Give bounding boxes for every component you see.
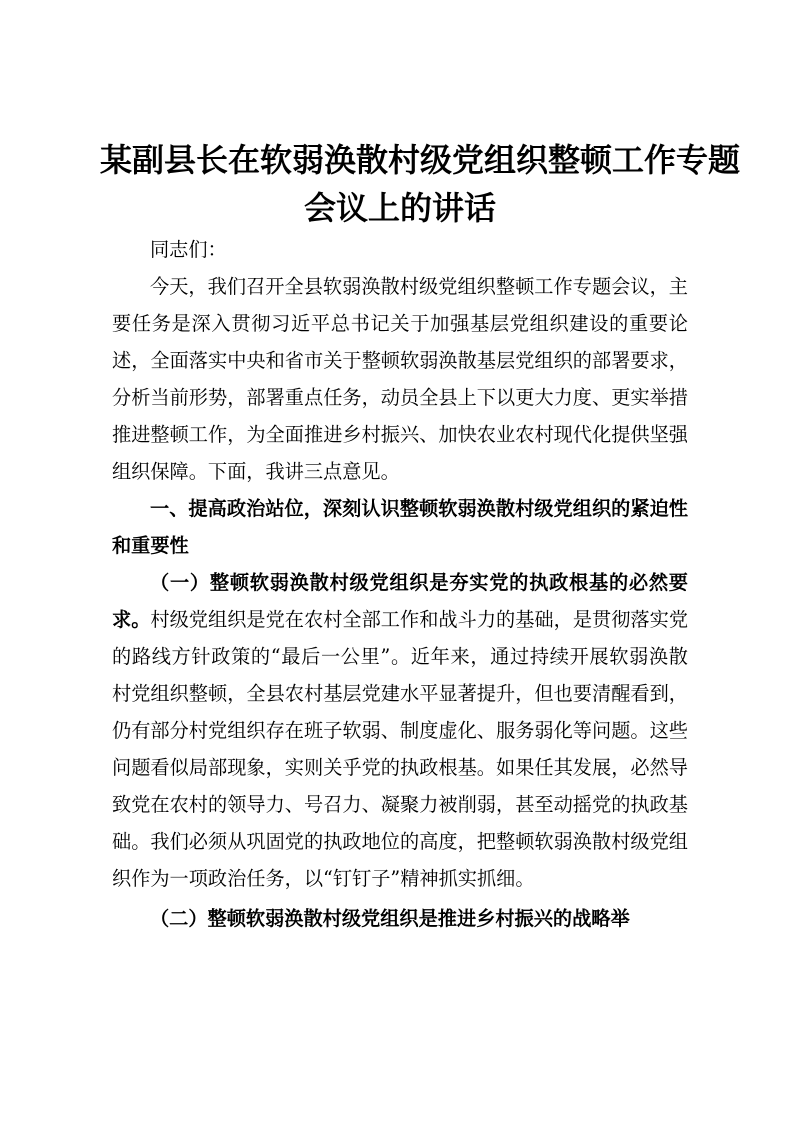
subsection-1-body: 村级党组织是党在农村全部工作和战斗力的基础，是贯彻落实党的路线方针政策的“最后一公里”。近年来，通过持续开展软弱涣散村党组织整顿，全县农村基层党建水平显著提升，但也要清醒看到，仍有部分村党组织存在班子软弱、制度虚化、服务弱化等问题。这些问题看似局部现象，实则关乎党的执政根基。如果任其发展，必然导致党在农村的领导力、号召力、凝聚力被削弱，甚至动摇党的执政基础。我们必须从巩固党的执政地位的高度，把整顿软弱涣散村级党组织作为一项政治任务，以“钉钉子”精神抓实抓细。 — [112, 608, 689, 890]
section-heading-1: 一、提高政治站位，深刻认识整顿软弱涣散村级党组织的紧迫性和重要性 — [112, 497, 688, 557]
salutation: 同志们： — [150, 238, 227, 261]
subsection-1-lead: （一）整顿软弱涣散村级党组织是夯实党的执政根基的必然要求。 — [112, 571, 688, 631]
document-body — [112, 231, 688, 937]
intro-paragraph: 今天，我们召开全县软弱涣散村级党组织整顿工作专题会议，主要任务是深入贯彻习近平总书记关于加强基层党组织建设的重要论述，全面落实中央和省市关于整顿软弱涣散基层党组织的部署要求，分析当前形势，部署重点任务，动员全县上下以更大力度、更实举措推进整顿工作，为全面推进乡村振兴、加快农业农村现代化提供坚强组织保障。下面，我讲三点意见。 — [112, 275, 688, 483]
subsection-2 — [112, 900, 688, 937]
subsection-1 — [112, 564, 688, 897]
title-line-2: 会议上的讲话 — [303, 189, 496, 227]
title-line-1: 某副县长在软弱涣散村级党组织整顿工作专题 — [100, 141, 741, 179]
subsection-2-lead: （二）整顿软弱涣散村级党组织是推进乡村振兴的战略举 — [150, 907, 630, 930]
